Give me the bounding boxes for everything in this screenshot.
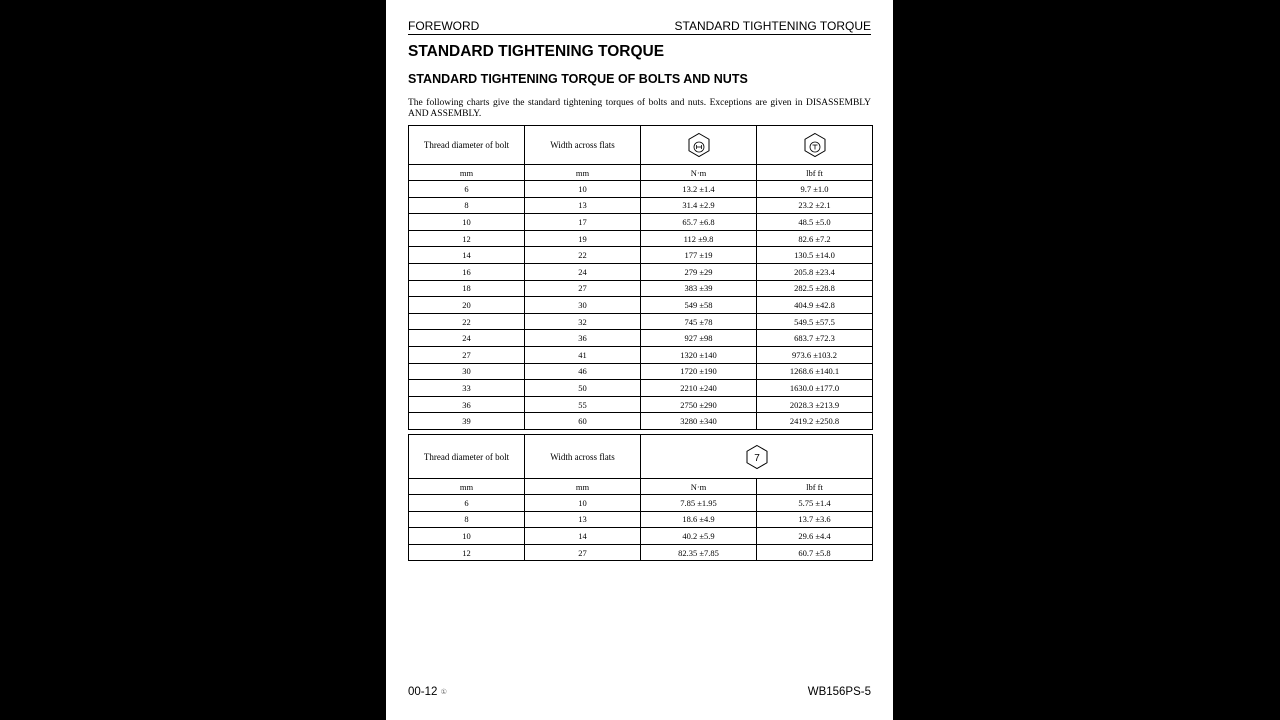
table-cell: 383 ±39	[641, 280, 757, 297]
table-row	[409, 363, 873, 380]
table-cell: 1320 ±140	[641, 346, 757, 363]
bolt-grade-label: 7	[753, 452, 760, 464]
table-cell: 13.2 ±1.4	[641, 181, 757, 198]
table-cell: 82.35 ±7.85	[641, 544, 757, 561]
table-cell: 683.7 ±72.3	[757, 330, 873, 347]
table-cell: 32	[525, 313, 641, 330]
page-title: STANDARD TIGHTENING TORQUE	[408, 43, 665, 60]
table-cell: 27	[525, 280, 641, 297]
table-cell: 48.5 ±5.0	[757, 214, 873, 231]
table-cell: 40.2 ±5.9	[641, 528, 757, 545]
table-cell: 205.8 ±23.4	[757, 263, 873, 280]
table-row	[409, 495, 873, 512]
table-row	[409, 280, 873, 297]
hex-head-bolt-icon	[686, 132, 712, 158]
table-cell: 39	[409, 413, 525, 430]
table-cell: 41	[525, 346, 641, 363]
page-number-text: 00-12	[408, 686, 438, 698]
table-cell: 46	[525, 363, 641, 380]
table-row	[409, 511, 873, 528]
table-cell: 1720 ±190	[641, 363, 757, 380]
table-cell: 177 ±19	[641, 247, 757, 264]
table-cell: 13	[525, 511, 641, 528]
table-row	[409, 197, 873, 214]
revision-circle-icon: ①	[440, 688, 447, 696]
unit-cell: N·m	[641, 165, 757, 181]
table-cell: 279 ±29	[641, 263, 757, 280]
width-across-flats-header: Width across flats	[525, 435, 641, 479]
table-row	[409, 313, 873, 330]
table-cell: 12	[409, 230, 525, 247]
table-cell: 24	[525, 263, 641, 280]
unit-cell: mm	[409, 165, 525, 181]
model-number: WB156PS-5	[807, 686, 871, 698]
table-cell: 282.5 ±28.8	[757, 280, 873, 297]
table-cell: 3280 ±340	[641, 413, 757, 430]
thread-diameter-header: Thread diameter of bolt	[409, 126, 525, 165]
unit-cell: mm	[525, 165, 641, 181]
table-cell: 2419.2 ±250.8	[757, 413, 873, 430]
table-cell: 6	[409, 181, 525, 198]
table-cell: 23.2 ±2.1	[757, 197, 873, 214]
header-section: FOREWORD	[408, 19, 480, 33]
symbol-cell-hex-head	[641, 126, 757, 165]
table-cell: 8	[409, 511, 525, 528]
header-topic: STANDARD TIGHTENING TORQUE	[674, 19, 871, 33]
table-cell: 745 ±78	[641, 313, 757, 330]
table-cell: 36	[525, 330, 641, 347]
torque-table-bolts	[408, 125, 873, 430]
table-cell: 36	[409, 396, 525, 413]
table-cell: 16	[409, 263, 525, 280]
table-cell: 10	[525, 181, 641, 198]
table-cell: 14	[409, 247, 525, 264]
table-cell: 927 ±98	[641, 330, 757, 347]
table-row	[409, 380, 873, 397]
table-cell: 22	[525, 247, 641, 264]
table-cell: 2750 ±290	[641, 396, 757, 413]
table-cell: 22	[409, 313, 525, 330]
page-header	[408, 19, 871, 35]
table-cell: 130.5 ±14.0	[757, 247, 873, 264]
table-cell: 8	[409, 197, 525, 214]
table-cell: 60	[525, 413, 641, 430]
table-row	[409, 330, 873, 347]
table-cell: 7.85 ±1.95	[641, 495, 757, 512]
table-cell: 9.7 ±1.0	[757, 181, 873, 198]
table-row	[409, 544, 873, 561]
table-row	[409, 181, 873, 198]
hex-7-bolt-icon	[744, 444, 770, 470]
table-cell: 30	[525, 297, 641, 314]
table-cell: 10	[525, 495, 641, 512]
page-number	[408, 686, 447, 698]
table-row	[409, 346, 873, 363]
table-cell: 27	[525, 544, 641, 561]
table-cell: 10	[409, 214, 525, 231]
unit-cell: mm	[525, 479, 641, 495]
table-cell: 82.6 ±7.2	[757, 230, 873, 247]
table-cell: 33	[409, 380, 525, 397]
table-row	[409, 413, 873, 430]
table-cell: 17	[525, 214, 641, 231]
table-cell: 112 ±9.8	[641, 230, 757, 247]
table-row	[409, 528, 873, 545]
table-cell: 55	[525, 396, 641, 413]
table-cell: 31.4 ±2.9	[641, 197, 757, 214]
table-cell: 18	[409, 280, 525, 297]
table-cell: 13.7 ±3.6	[757, 511, 873, 528]
intro-paragraph: The following charts give the standard tightening torques of bolts and nuts. Exceptions are given in DISASSEMBLY AND ASSEMBLY.	[408, 98, 871, 119]
units-row	[409, 165, 873, 181]
table-row	[409, 263, 873, 280]
thread-diameter-header: Thread diameter of bolt	[409, 435, 525, 479]
table-cell: 60.7 ±5.8	[757, 544, 873, 561]
table-cell: 19	[525, 230, 641, 247]
torque-table-7t-bolts	[408, 434, 873, 561]
table-cell: 10	[409, 528, 525, 545]
unit-cell: lbf ft	[757, 165, 873, 181]
table-row	[409, 247, 873, 264]
table-cell: 2210 ±240	[641, 380, 757, 397]
hex-socket-bolt-icon	[802, 132, 828, 158]
unit-cell: mm	[409, 479, 525, 495]
table-cell: 5.75 ±1.4	[757, 495, 873, 512]
table-cell: 549 ±58	[641, 297, 757, 314]
table-cell: 549.5 ±57.5	[757, 313, 873, 330]
table-cell: 65.7 ±6.8	[641, 214, 757, 231]
table-cell: 27	[409, 346, 525, 363]
table-cell: 29.6 ±4.4	[757, 528, 873, 545]
symbol-cell-hex-socket	[757, 126, 873, 165]
table-cell: 24	[409, 330, 525, 347]
table-cell: 13	[525, 197, 641, 214]
table-cell: 50	[525, 380, 641, 397]
table-cell: 30	[409, 363, 525, 380]
table-cell: 404.9 ±42.8	[757, 297, 873, 314]
table-row	[409, 214, 873, 231]
document-page	[386, 0, 893, 720]
table-cell: 973.6 ±103.2	[757, 346, 873, 363]
table-cell: 12	[409, 544, 525, 561]
unit-cell: N·m	[641, 479, 757, 495]
unit-cell: lbf ft	[757, 479, 873, 495]
table-cell: 18.6 ±4.9	[641, 511, 757, 528]
table-row	[409, 297, 873, 314]
table-cell: 2028.3 ±213.9	[757, 396, 873, 413]
section-subtitle: STANDARD TIGHTENING TORQUE OF BOLTS AND NUTS	[408, 72, 748, 86]
units-row	[409, 479, 873, 495]
table-cell: 1268.6 ±140.1	[757, 363, 873, 380]
table-row	[409, 230, 873, 247]
width-across-flats-header: Width across flats	[525, 126, 641, 165]
table-cell: 1630.0 ±177.0	[757, 380, 873, 397]
table-cell: 6	[409, 495, 525, 512]
symbol-cell-7t	[641, 435, 873, 479]
table-cell: 20	[409, 297, 525, 314]
table-row	[409, 396, 873, 413]
table-cell: 14	[525, 528, 641, 545]
